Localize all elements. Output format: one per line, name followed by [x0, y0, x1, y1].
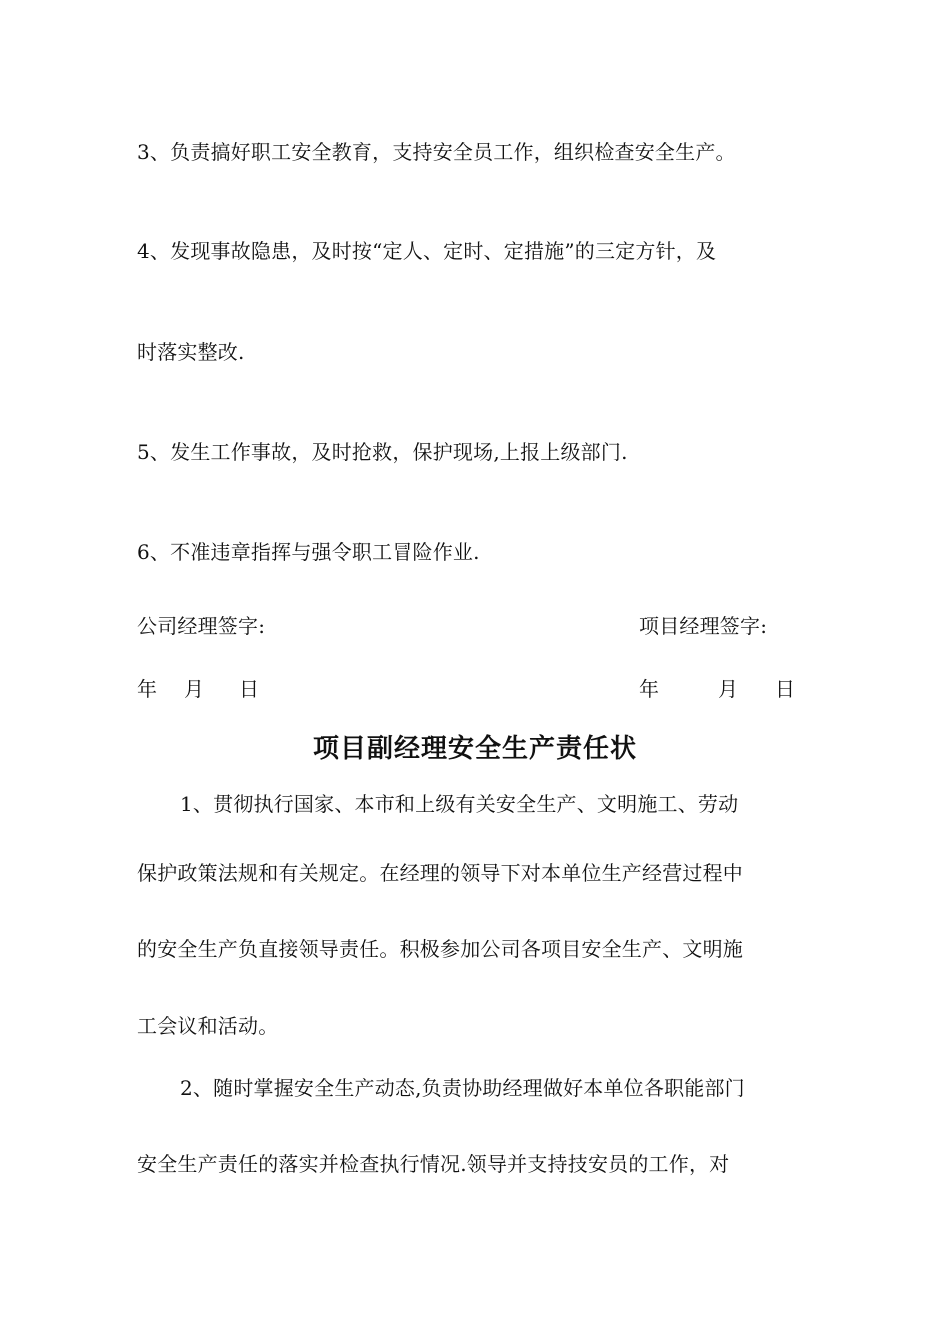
section-title: 项目副经理安全生产责任状 — [312, 734, 637, 764]
project-date-month: 月 — [718, 677, 738, 701]
paragraph-1-line-3: 的安全生产负直接领导责任。积极参加公司各项目安全生产、文明施 — [137, 937, 743, 961]
paragraph-1-line-2: 保护政策法规和有关规定。在经理的领导下对本单位生产经营过程中 — [137, 861, 743, 885]
paragraph-2-line-2: 安全生产责任的落实并检查执行情况.领导并支持技安员的工作，对 — [137, 1152, 730, 1176]
item-6-text: 6、不准违章指挥与强令职工冒险作业. — [137, 540, 480, 564]
item-3-text: 3、负责搞好职工安全教育，支持安全员工作，组织检查安全生产。 — [137, 140, 736, 164]
project-date-year: 年 — [639, 677, 659, 701]
project-manager-signature-label: 项目经理签字: — [639, 614, 768, 638]
project-date-day: 日 — [775, 677, 795, 701]
company-date-day: 日 — [239, 677, 259, 701]
item-5-text: 5、发生工作事故，及时抢救，保护现场,上报上级部门. — [137, 440, 628, 464]
company-date-month: 月 — [184, 677, 204, 701]
paragraph-1-line-4: 工会议和活动。 — [137, 1014, 279, 1038]
company-date-year: 年 — [137, 677, 157, 701]
paragraph-1-line-1: 1、贯彻执行国家、本市和上级有关安全生产、文明施工、劳动 — [180, 792, 739, 816]
paragraph-2-line-1: 2、随时掌握安全生产动态,负责协助经理做好本单位各职能部门 — [180, 1076, 745, 1100]
item-4-text: 4、发现事故隐患，及时按“定人、定时、定措施”的三定方针，及 — [137, 239, 717, 263]
company-manager-signature-label: 公司经理签字: — [137, 614, 266, 638]
item-4-continuation: 时落实整改. — [137, 340, 245, 364]
